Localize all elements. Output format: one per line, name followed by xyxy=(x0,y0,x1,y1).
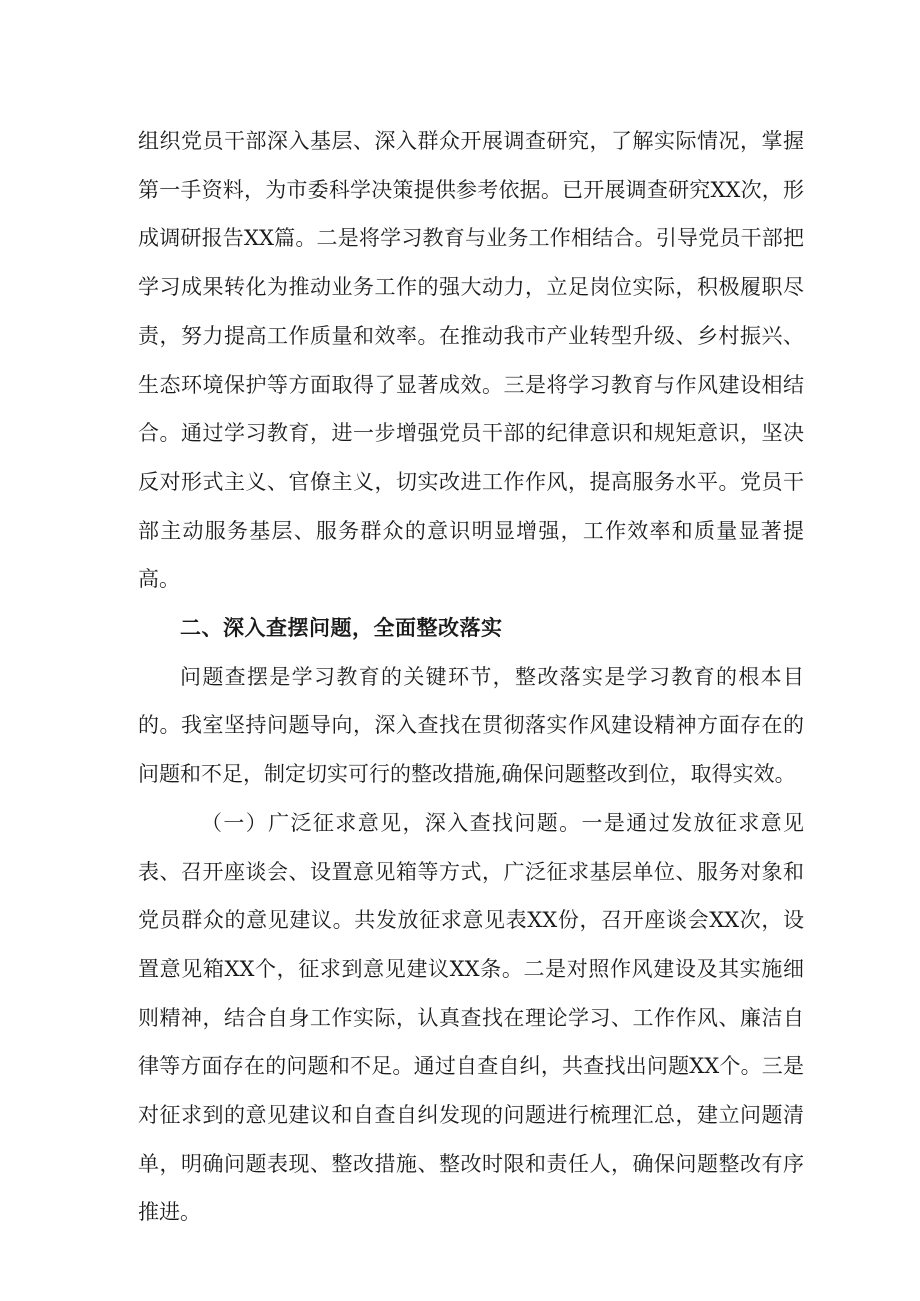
section-heading: 二、深入查摆问题，全面整改落实 xyxy=(180,616,503,641)
paragraph-problem-review: 问题查摆是学习教育的关键环节，整改落实是学习教育的根本目的。我室坚持问题导向，深入查找在贯彻落实作风建设精神方面存在的问题和不足，制定切实可行的整改措施,确保问题整改到位，取得实效。 xyxy=(138,664,804,787)
paragraph-continuation: 组织党员干部深入基层、深入群众开展调查研究，了解实际情况，掌握第一手资料，为市委科学决策提供参考依据。已开展调查研究XX次，形成调研报告XX篇。二是将学习教育与业务工作相结合。引导党员干部把学习成果转化为推动业务工作的强大动力，立足岗位实际，积极履职尽责，努力提高工作质量和效率。在推动我市产业转型升级、乡村振兴、生态环境保护等方面取得了显著成效。三是将学习教育与作风建设相结合。通过学习教育，进一步增强党员干部的纪律意识和规矩意识，坚决反对形式主义、官僚主义，切实改进工作作风，提高服务水平。党员干部主动服务基层、服务群众的意识明显增强，工作效率和质量显著提高。 xyxy=(138,129,804,592)
document-body xyxy=(138,117,804,1237)
paragraph-subsection-one: （一）广泛征求意见，深入查找问题。一是通过发放征求意见表、召开座谈会、设置意见箱等方式，广泛征求基层单位、服务对象和党员群众的意见建议。共发放征求意见表XX份，召开座谈会XX次，设置意见箱XX个，征求到意见建议XX条。二是对照作风建设及其实施细则精神，结合自身工作实际，认真查找在理论学习、工作作风、廉洁自律等方面存在的问题和不足。通过自查自纠，共查找出问题XX个。三是对征求到的意见建议和自查自纠发现的问题进行梳理汇总，建立问题清单，明确问题表现、整改措施、整改时限和责任人，确保问题整改有序推进。 xyxy=(138,810,804,1225)
